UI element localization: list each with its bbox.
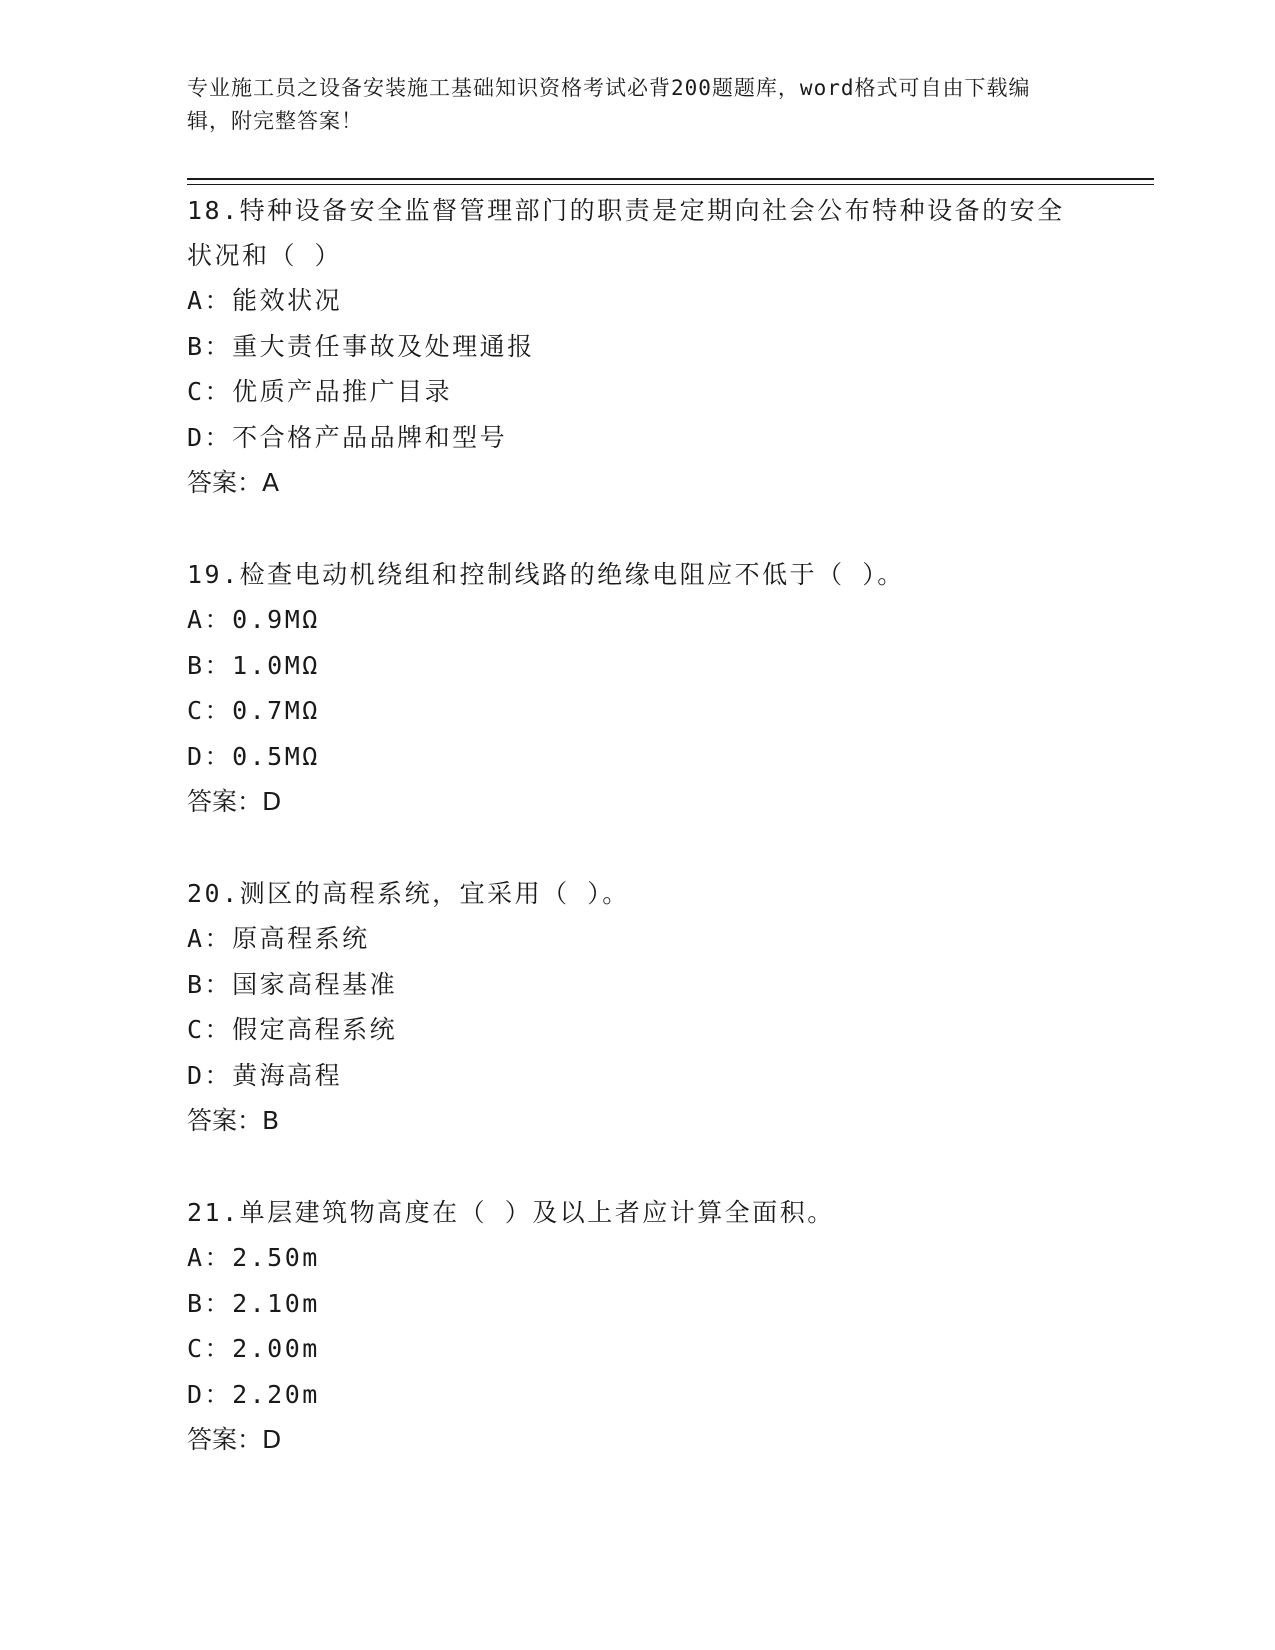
option-text: 假定高程系统 (232, 1015, 398, 1044)
option-letter: A： (187, 924, 233, 953)
answer-label: 答案： (187, 787, 263, 816)
option-letter: B： (187, 969, 233, 999)
option-text: 不合格产品品牌和型号 (232, 422, 508, 452)
answer-value: B (262, 1106, 280, 1135)
option-b (187, 643, 1087, 689)
header-divider-thick (187, 178, 1154, 180)
option-c (187, 369, 1087, 415)
answer-value: D (262, 787, 282, 816)
option-b (187, 1281, 1087, 1327)
option-letter: B： (187, 331, 233, 361)
option-letter: D： (187, 741, 233, 771)
question-18 (187, 188, 1087, 505)
option-b (187, 962, 1087, 1008)
option-c (187, 688, 1087, 734)
document-header: 专业施工员之设备安装施工基础知识资格考试必背200题题库，word格式可自由下载编辑，附完整答案！ (187, 76, 1031, 133)
option-letter: C： (187, 1334, 233, 1363)
option-c (187, 1326, 1087, 1372)
option-a (187, 1235, 1087, 1281)
option-d (187, 734, 1087, 780)
option-text: 重大责任事故及处理通报 (232, 331, 535, 361)
option-b (187, 324, 1087, 370)
option-a (187, 916, 1087, 962)
answer-value: D (262, 1425, 282, 1454)
answer-line (187, 1098, 1087, 1143)
answer-line (187, 1417, 1087, 1462)
option-d (187, 1372, 1087, 1418)
option-letter: C： (187, 1015, 233, 1044)
option-text: 1.0MΩ (232, 650, 320, 680)
answer-label: 答案： (187, 468, 263, 497)
option-letter: D： (187, 1060, 233, 1090)
option-letter: D： (187, 1379, 233, 1409)
option-letter: B： (187, 650, 233, 680)
question-20 (187, 871, 1087, 1143)
question-19 (187, 552, 1087, 824)
option-text: 0.5MΩ (232, 741, 320, 771)
option-c (187, 1007, 1087, 1053)
option-text: 黄海高程 (232, 1060, 343, 1090)
option-text: 0.7MΩ (232, 696, 320, 725)
question-list (187, 188, 1087, 1509)
option-letter: A： (187, 286, 233, 315)
answer-label: 答案： (187, 1106, 263, 1135)
question-text: 19.检查电动机绕组和控制线路的绝缘电阻应不低于（ ）。 (187, 560, 905, 589)
option-text: 2.20m (232, 1379, 320, 1409)
option-letter: A： (187, 605, 233, 634)
option-letter: D： (187, 422, 233, 452)
option-text: 原高程系统 (232, 924, 370, 953)
option-a (187, 597, 1087, 643)
option-letter: A： (187, 1243, 233, 1272)
answer-value: A (262, 468, 280, 497)
option-text: 能效状况 (232, 286, 343, 315)
question-text: 18.特种设备安全监督管理部门的职责是定期向社会公布特种设备的安全状况和（ ） (187, 196, 1065, 270)
header-divider-thin (187, 184, 1154, 185)
option-letter: B： (187, 1288, 233, 1318)
option-text: 0.9MΩ (232, 605, 320, 634)
question-text: 20.测区的高程系统，宜采用（ ）。 (187, 879, 630, 908)
answer-label: 答案： (187, 1425, 263, 1454)
answer-line (187, 779, 1087, 824)
question-text: 21.单层建筑物高度在（ ）及以上者应计算全面积。 (187, 1198, 835, 1227)
option-a (187, 278, 1087, 324)
question-21 (187, 1190, 1087, 1462)
answer-line (187, 460, 1087, 505)
option-d (187, 415, 1087, 461)
option-letter: C： (187, 377, 233, 406)
option-text: 国家高程基准 (232, 969, 398, 999)
option-text: 2.50m (232, 1243, 320, 1272)
option-letter: C： (187, 696, 233, 725)
option-d (187, 1053, 1087, 1099)
option-text: 2.10m (232, 1288, 320, 1318)
option-text: 优质产品推广目录 (232, 377, 453, 406)
option-text: 2.00m (232, 1334, 320, 1363)
